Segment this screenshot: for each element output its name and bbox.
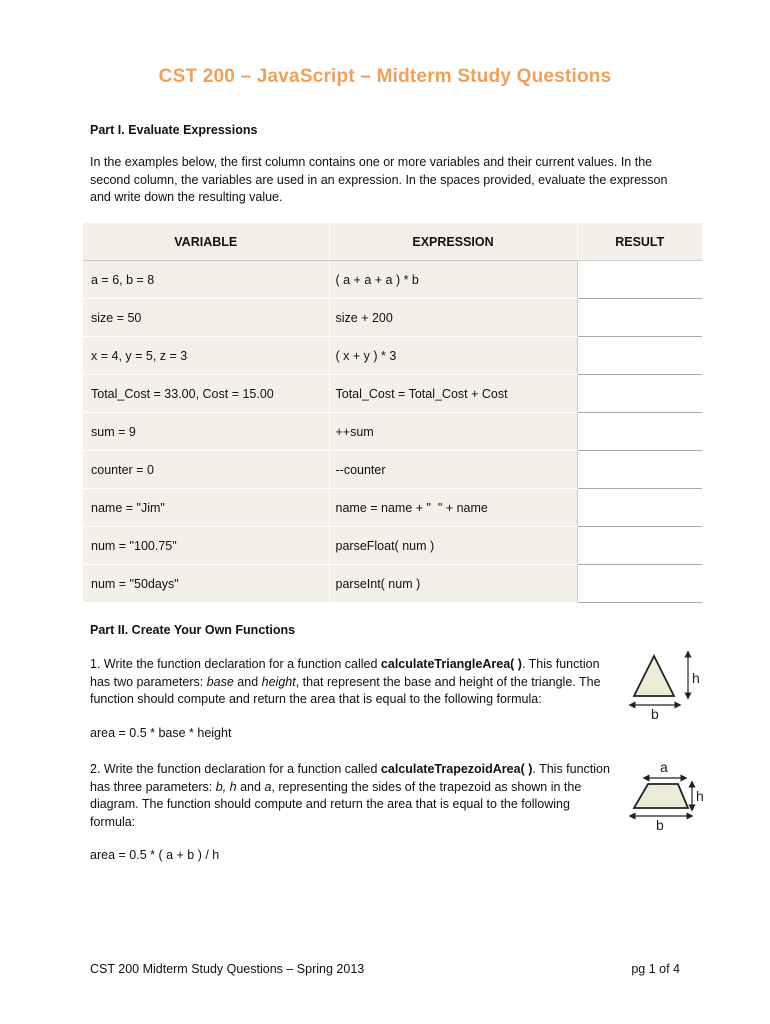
table-row: [83, 413, 702, 451]
expression-table: [83, 223, 702, 603]
part2-heading: Part II. Create Your Own Functions: [90, 623, 296, 637]
table-header-row: [83, 223, 702, 261]
result-answer-cell[interactable]: [577, 489, 702, 527]
expression-cell: --counter: [329, 451, 577, 489]
trapezoid-shape: [634, 784, 688, 808]
header-expression: EXPRESSION: [329, 223, 577, 261]
question-2-text: [90, 761, 615, 831]
expression-cell: ( x + y ) * 3: [329, 337, 577, 375]
trapezoid-base-label: b: [656, 817, 664, 832]
trapezoid-height-label: h: [696, 788, 704, 804]
table-row: [83, 565, 702, 603]
result-answer-cell[interactable]: [577, 413, 702, 451]
q1-formula: area = 0.5 * base * height: [90, 726, 232, 740]
q2-text-after: , representing the sides of the trapezoid as shown in the diagram. The function should compute and return the area that is equal to the following formula:: [90, 779, 582, 829]
expression-cell: ++sum: [329, 413, 577, 451]
variable-cell: x = 4, y = 5, z = 3: [83, 337, 329, 375]
q2-number: 2.: [90, 762, 101, 776]
q2-param-a: a: [264, 779, 272, 794]
variable-cell: Total_Cost = 33.00, Cost = 15.00: [83, 375, 329, 413]
document-title: CST 200 – JavaScript – Midterm Study Questions: [158, 66, 612, 87]
q1-and: and: [233, 674, 262, 689]
triangle-shape: [634, 656, 674, 696]
header-variable: VARIABLE: [83, 223, 329, 261]
q2-and: and: [236, 779, 265, 794]
part1-heading: Part I. Evaluate Expressions: [90, 123, 258, 137]
q1-param-height: height: [261, 674, 296, 689]
expression-cell: name = name + " " + name: [329, 489, 577, 527]
footer-text: CST 200 Midterm Study Questions – Spring 2013: [90, 962, 365, 976]
q1-text-after: , that represent the base and height of the triangle. The function should compute and return the area that is equal to the following formula:: [90, 674, 601, 706]
trapezoid-top-label: a: [660, 759, 668, 775]
table-row: [83, 337, 702, 375]
table-row: [83, 375, 702, 413]
trapezoid-diagram: [626, 756, 716, 832]
variable-cell: a = 6, b = 8: [83, 261, 329, 299]
result-answer-cell[interactable]: [577, 299, 702, 337]
q1-number: 1.: [90, 657, 101, 671]
variable-cell: sum = 9: [83, 413, 329, 451]
table-row: [83, 261, 702, 299]
result-answer-cell[interactable]: [577, 565, 702, 603]
q1-text-mid: . This function has two parameters:: [90, 657, 600, 689]
q2-text-before: Write the function declaration for a function called: [100, 762, 381, 776]
triangle-base-label: b: [651, 706, 659, 720]
q1-param-base: base: [206, 674, 234, 689]
triangle-height-label: h: [692, 670, 700, 686]
variable-cell: num = "50days": [83, 565, 329, 603]
variable-cell: num = "100.75": [83, 527, 329, 565]
table-row: [83, 451, 702, 489]
header-result: RESULT: [577, 223, 702, 261]
page-number: pg 1 of 4: [631, 962, 680, 976]
q1-text-before: Write the function declaration for a function called: [100, 657, 381, 671]
question-1-text: [90, 656, 615, 709]
q2-text-mid: . This function has three parameters:: [90, 762, 610, 794]
variable-cell: size = 50: [83, 299, 329, 337]
expression-cell: parseInt( num ): [329, 565, 577, 603]
expression-cell: Total_Cost = Total_Cost + Cost: [329, 375, 577, 413]
q1-function-name: calculateTriangleArea( ): [380, 657, 522, 671]
result-answer-cell[interactable]: [577, 261, 702, 299]
triangle-diagram: [626, 650, 706, 720]
result-answer-cell[interactable]: [577, 451, 702, 489]
result-answer-cell[interactable]: [577, 337, 702, 375]
q2-formula: area = 0.5 * ( a + b ) / h: [90, 848, 220, 862]
variable-cell: counter = 0: [83, 451, 329, 489]
expression-cell: size + 200: [329, 299, 577, 337]
expression-cell: parseFloat( num ): [329, 527, 577, 565]
part1-intro: In the examples below, the first column contains one or more variables and their current values. In the second column, the variables are used in an expression. In the spaces provided, evaluate the expresson and write down the resulting value.: [90, 155, 668, 204]
result-answer-cell[interactable]: [577, 375, 702, 413]
q2-params: b, h: [215, 779, 237, 794]
q2-function-name: calculateTrapezoidArea( ): [380, 762, 533, 776]
result-answer-cell[interactable]: [577, 527, 702, 565]
expression-cell: ( a + a + a ) * b: [329, 261, 577, 299]
variable-cell: name = "Jim": [83, 489, 329, 527]
table-row: [83, 299, 702, 337]
table-row: [83, 527, 702, 565]
table-row: [83, 489, 702, 527]
